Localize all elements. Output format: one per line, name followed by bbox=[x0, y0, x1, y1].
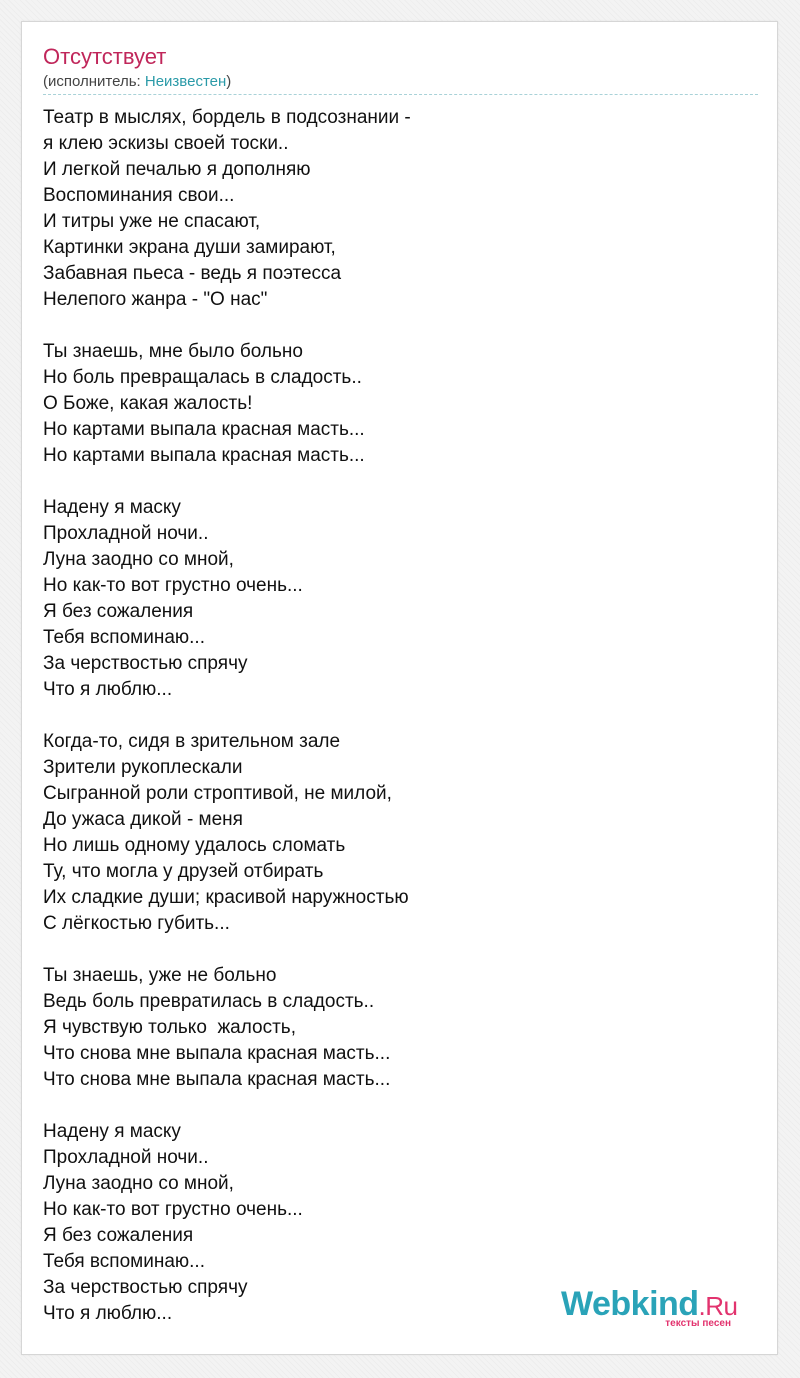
song-title: Отсутствует bbox=[43, 44, 167, 69]
artist-suffix: ) bbox=[226, 73, 232, 90]
artist-prefix: (исполнитель: bbox=[43, 73, 145, 90]
title-divider bbox=[43, 94, 758, 95]
lyrics-card bbox=[21, 21, 778, 1355]
logo-tagline: тексты песен bbox=[665, 1318, 731, 1329]
artist-line bbox=[43, 73, 231, 91]
site-logo[interactable] bbox=[561, 1286, 753, 1330]
logo-tld: .Ru bbox=[698, 1291, 738, 1321]
artist-link[interactable]: Неизвестен bbox=[144, 73, 227, 90]
lyrics-text: Театр в мыслях, бордель в подсознании - я клею эскизы своей тоски.. И легкой печалью я дополняю Воспоминания свои... И титры уже не спасают, Картинки экрана души замирают, Забавная пьеса - ведь я поэтесса Нелепого жанра - "О нас" Ты знаешь, мне было больно Но боль превращалась в сладость.. О Боже, какая жалость! Но картами выпала красная масть... Но картами выпала красная масть... Надену я маску Прохладной ночи.. Луна заодно со мной, Но как-то вот грустно очень... Я без сожаления Тебя вспоминаю... За черствостью спрячу Что я люблю... Когда-то, сидя в зрительном зале Зрители рукоплескали Сыгранной роли строптивой, не милой, До ужаса дикой - меня Но лишь одному удалось сломать Ту, что могла у друзей отбирать Их сладкие души; красивой наружностью С лёгкостью губить... Ты знаешь, уже не больно Ведь боль превратилась в сладость.. Я чувствую только жалость, Что снова мне выпала красная масть... Что снова мне выпала красная масть... Надену я маску Прохладной ночи.. Луна заодно со мной, Но как-то вот грустно очень... Я без сожаления Тебя вспоминаю... За черствостью спрячу Что я люблю... bbox=[43, 107, 411, 1324]
logo-name: Webkind bbox=[561, 1285, 699, 1323]
